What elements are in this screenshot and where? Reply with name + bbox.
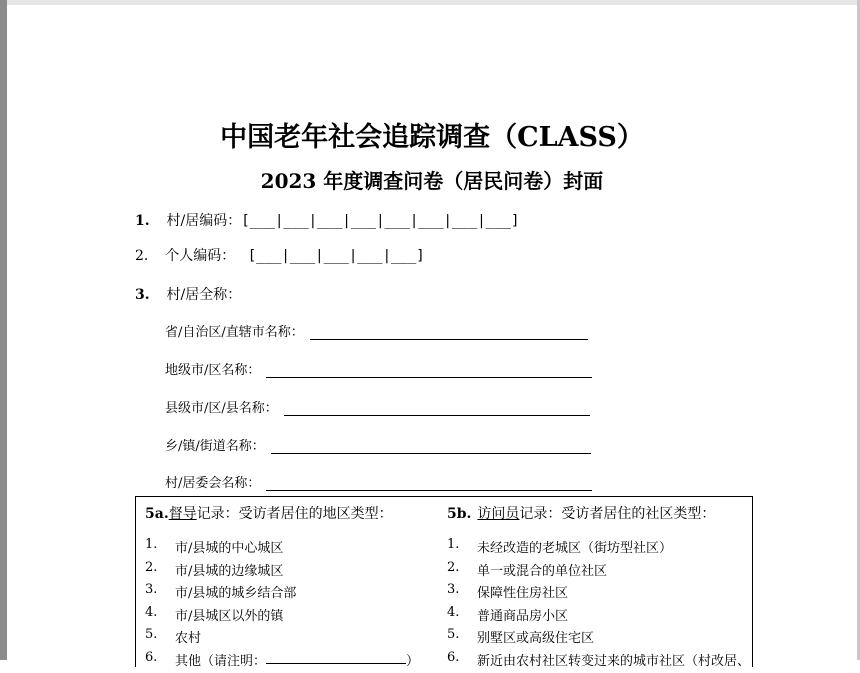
- document-subtitle: 2023 年度调查问卷（居民问卷）封面: [260, 169, 604, 193]
- address-field-city: [165, 359, 592, 378]
- village-input-line[interactable]: [266, 476, 592, 491]
- item-text: 市/县城区以外的镇: [175, 608, 284, 624]
- village-code-field[interactable]: [___|___|___|___|___|___|___|___]: [241, 213, 520, 229]
- field-label: 县级市/区/县名称：: [165, 401, 278, 416]
- field-label: 乡/镇/街道名称：: [165, 439, 265, 454]
- document-title: 中国老年社会追踪调查（CLASS）: [220, 122, 644, 153]
- section-role: 督导: [168, 506, 197, 522]
- list-item[interactable]: [447, 650, 750, 673]
- question-number: 2.: [135, 248, 149, 264]
- section-5b-options: [447, 537, 750, 673]
- list-item[interactable]: [447, 560, 750, 583]
- item-number: 2.: [145, 559, 158, 575]
- list-item[interactable]: [145, 627, 419, 650]
- document-page: [7, 5, 857, 669]
- list-item[interactable]: [447, 582, 750, 605]
- city-input-line[interactable]: [266, 363, 592, 378]
- item-text: 未经改造的老城区（街坊型社区）: [477, 541, 673, 556]
- item-number: 2.: [447, 559, 460, 575]
- address-field-township: [165, 435, 591, 454]
- address-field-village: [165, 472, 592, 491]
- section-title: 记录：受访者居住的地区类型：: [196, 506, 393, 522]
- item-number: 3.: [447, 582, 460, 598]
- question-1: [135, 210, 519, 230]
- item-number: 1.: [447, 537, 460, 552]
- item-number: 4.: [447, 604, 460, 620]
- address-field-county: [165, 397, 590, 416]
- list-item[interactable]: [145, 582, 419, 605]
- other-specify-line[interactable]: [266, 650, 406, 664]
- item-text: 市/县城的城乡结合部: [175, 586, 297, 602]
- question-number: 1.: [135, 213, 150, 229]
- item-text: 普通商品房小区: [477, 608, 569, 624]
- question-3: [135, 284, 241, 304]
- item-text: 别墅区或高级住宅区: [477, 631, 595, 647]
- section-5b: [447, 503, 750, 673]
- section-title: 记录：受访者居住的社区类型：: [519, 506, 716, 522]
- item-number: 4.: [145, 604, 158, 620]
- item-text: 保障性住房社区: [477, 586, 569, 602]
- personal-code-field[interactable]: [___|___|___|___|___]: [247, 248, 425, 264]
- list-item[interactable]: [447, 627, 750, 650]
- section-5a-heading: [145, 503, 419, 523]
- item-text: 市/县城的边缘城区: [175, 563, 284, 579]
- list-item[interactable]: [145, 560, 419, 583]
- section-role: 访问员: [477, 506, 520, 522]
- section-prefix: 5a.: [145, 506, 169, 522]
- item-text: 市/县城的中心城区: [175, 541, 284, 556]
- item-number: 5.: [145, 627, 158, 643]
- section-prefix: 5b.: [447, 506, 472, 522]
- item-number: 6.: [447, 649, 460, 665]
- township-input-line[interactable]: [271, 439, 591, 454]
- list-item[interactable]: [145, 537, 419, 560]
- field-label: 省/自治区/直辖市名称：: [165, 325, 304, 340]
- question-2: [135, 245, 425, 265]
- list-item[interactable]: [145, 650, 419, 673]
- item-number: 1.: [145, 537, 158, 552]
- address-field-province: [165, 321, 588, 340]
- viewer-left-border: [0, 0, 7, 660]
- item-text: 单一或混合的单位社区: [477, 563, 608, 579]
- item-text: 新近由农村社区转变过来的城市社区（村改居、: [477, 653, 751, 669]
- section-5a-options: [145, 537, 419, 673]
- item-number: 3.: [145, 582, 158, 598]
- item-close: ）: [406, 653, 420, 669]
- province-input-line[interactable]: [310, 325, 588, 340]
- item-text: 农村: [175, 631, 202, 647]
- question-label: 村/居编码：: [166, 213, 242, 229]
- question-label: 个人编码：: [165, 248, 236, 264]
- question-number: 3.: [135, 287, 150, 303]
- question-label: 村/居全称：: [166, 287, 242, 303]
- item-number: 6.: [145, 649, 158, 665]
- section-5-box: [135, 496, 753, 667]
- section-5a: [145, 503, 419, 673]
- field-label: 地级市/区名称：: [165, 363, 261, 378]
- section-5b-heading: [447, 503, 750, 523]
- list-item[interactable]: [447, 537, 750, 560]
- item-text: 其他（请注明：: [175, 653, 267, 669]
- list-item[interactable]: [145, 605, 419, 628]
- item-number: 5.: [447, 627, 460, 643]
- county-input-line[interactable]: [284, 401, 590, 416]
- list-item[interactable]: [447, 605, 750, 628]
- field-label: 村/居委会名称：: [165, 476, 261, 491]
